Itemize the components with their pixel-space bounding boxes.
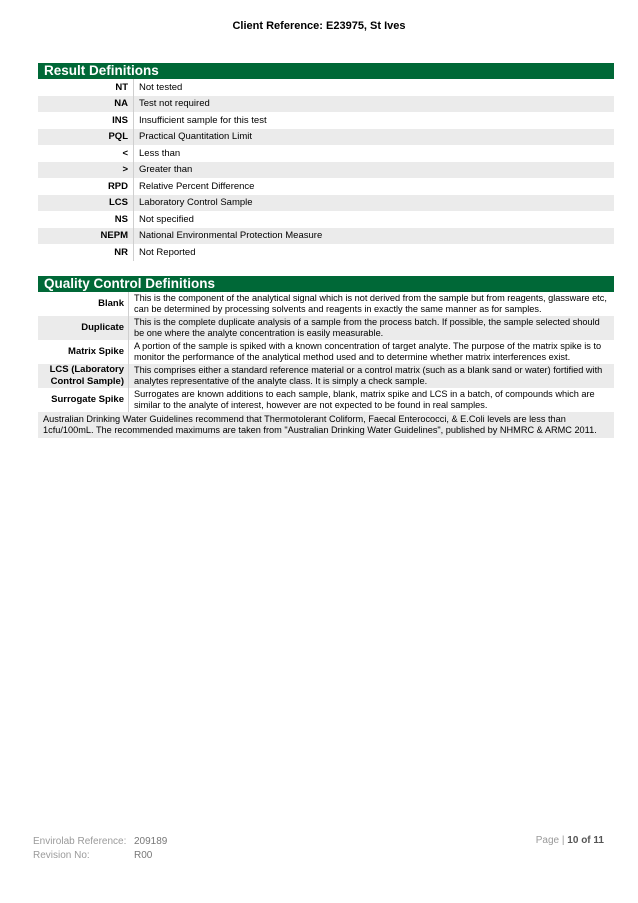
envirolab-reference-label: Envirolab Reference: — [33, 836, 127, 847]
table-row — [38, 195, 614, 212]
qc-definitions-title: Quality Control Definitions — [38, 276, 614, 292]
definition-value: Less than — [139, 147, 181, 159]
definition-key: < — [38, 145, 134, 162]
revision-label: Revision No: — [33, 850, 90, 861]
table-row — [38, 112, 614, 129]
table-row — [38, 364, 614, 388]
definition-value: National Environmental Protection Measure — [139, 230, 323, 242]
client-reference: Client Reference: E23975, St Ives — [232, 20, 406, 32]
definition-value: Laboratory Control Sample — [139, 197, 253, 209]
qc-key: Blank — [38, 292, 129, 316]
qc-value: This is the complete duplicate analysis of a sample from the process batch. If possible, the sample selected should be one where the analyte concentration is easily measurable. — [134, 317, 600, 338]
table-row — [38, 292, 614, 316]
definition-value: Not Reported — [139, 246, 196, 258]
qc-value: This is the component of the analytical signal which is not derived from the sample but from reagents, glassware etc, can be determined by processing solvents and reagents in exactly the same manner as for samples. — [134, 293, 607, 314]
qc-note: Australian Drinking Water Guidelines recommend that Thermotolerant Coliform, Faecal Enterococci, & E.Coli levels are less than 1cfu/100mL. The recommended maximums are taken from "Australian Drinking Water Guidelines", published by NHMRC & ARMC 2011. — [43, 414, 597, 435]
table-row — [38, 178, 614, 195]
definition-value: Greater than — [139, 164, 193, 176]
result-definitions-title: Result Definitions — [38, 63, 614, 79]
qc-value: This comprises either a standard reference material or a control matrix (such as a blank sand or water) fortified with analytes representative of the analyte class. It is simply a check sample. — [134, 365, 603, 386]
result-definitions-section — [38, 63, 614, 261]
definition-key: RPD — [38, 178, 134, 195]
definition-value: Not specified — [139, 213, 194, 225]
table-row — [38, 228, 614, 245]
table-row — [38, 129, 614, 146]
definition-key: NR — [38, 244, 134, 261]
result-definitions-table — [38, 79, 614, 261]
definition-key: PQL — [38, 129, 134, 146]
table-row — [38, 145, 614, 162]
definition-value: Practical Quantitation Limit — [139, 131, 252, 143]
qc-key: Duplicate — [38, 316, 129, 340]
table-row — [38, 211, 614, 228]
qc-key: Surrogate Spike — [38, 388, 129, 412]
page-of: of — [581, 835, 591, 846]
definition-value: Insufficient sample for this test — [139, 114, 267, 126]
table-row — [38, 96, 614, 113]
table-row — [38, 340, 614, 364]
table-row — [38, 162, 614, 179]
page-total: 11 — [593, 835, 604, 846]
page-number — [536, 835, 604, 846]
qc-note-row — [38, 412, 614, 438]
table-row — [38, 79, 614, 96]
footer-labels — [33, 835, 126, 863]
footer-values — [134, 835, 167, 863]
definition-key: NEPM — [38, 228, 134, 245]
definition-key: INS — [38, 112, 134, 129]
definition-value: Test not required — [139, 98, 210, 110]
table-row — [38, 388, 614, 412]
definition-key: NA — [38, 96, 134, 113]
qc-key: LCS (Laboratory Control Sample) — [38, 364, 129, 388]
definition-value: Not tested — [139, 81, 183, 93]
qc-value: A portion of the sample is spiked with a known concentration of target analyte. The purpose of the matrix spike is to monitor the performance of the analytical method used and to determine whether matrix interferences exist. — [134, 341, 602, 362]
page-prefix: Page | — [535, 835, 565, 846]
definition-key: LCS — [38, 195, 134, 212]
definition-key: NT — [38, 79, 134, 96]
definition-key: > — [38, 162, 134, 179]
definition-key: NS — [38, 211, 134, 228]
envirolab-reference-value: 209189 — [134, 836, 168, 847]
table-row — [38, 316, 614, 340]
table-row — [38, 244, 614, 261]
qc-definitions-section — [38, 276, 614, 438]
qc-value: Surrogates are known additions to each sample, blank, matrix spike and LCS in a batch, of compounds which are similar to the analyte of interest, however are not expected to be found in real samples. — [134, 389, 595, 410]
qc-key: Matrix Spike — [38, 340, 129, 364]
definition-value: Relative Percent Difference — [139, 180, 255, 192]
revision-value: R00 — [134, 850, 153, 861]
page-current: 10 — [567, 835, 579, 846]
qc-definitions-table — [38, 292, 614, 438]
